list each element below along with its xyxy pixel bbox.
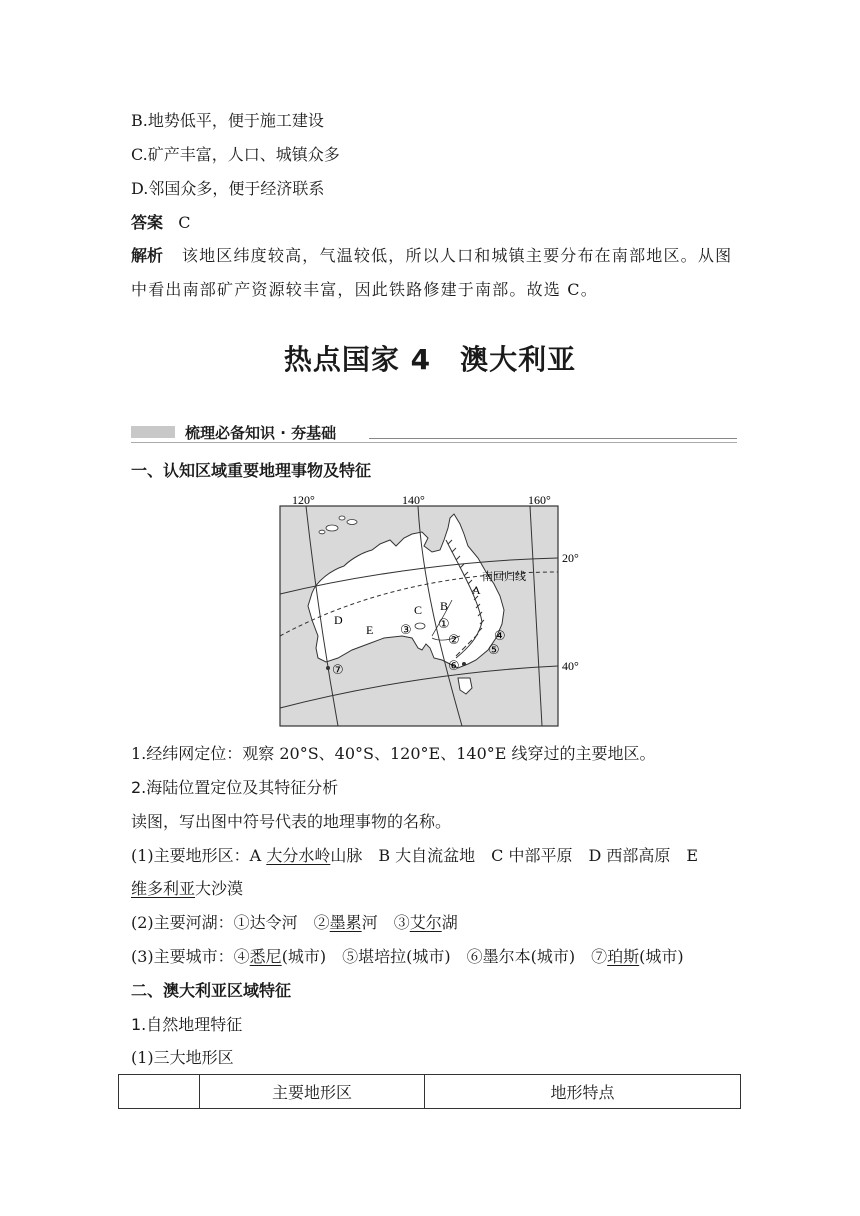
heading-1: 一、认知区域重要地理事物及特征 <box>131 461 372 480</box>
lat-label-20: 20° <box>562 551 579 565</box>
rivers-mid: 河 ③ <box>361 913 410 932</box>
marker-3: ③ <box>400 623 412 638</box>
item-1: 1.经纬网定位：观察 20°S、40°S、120°E、140°E 线穿过的主要地区。 <box>131 744 656 763</box>
melbourne-dot <box>462 662 466 666</box>
landform-table <box>118 1074 741 1109</box>
fill-a: 大分水岭 <box>266 846 331 865</box>
rivers-suffix: 湖 <box>441 913 458 932</box>
landforms-suffix: 大沙漠 <box>195 879 244 898</box>
landforms-line <box>131 845 698 867</box>
island-1 <box>326 525 338 531</box>
cities-mid: (城市) ⑤堪培拉(城市) ⑥墨尔本(城市) ⑦ <box>281 947 608 966</box>
cities-prefix: (3)主要城市：④ <box>131 947 250 966</box>
fill-river-2: 墨累 <box>329 913 362 932</box>
fill-e: 维多利亚 <box>131 879 196 898</box>
sub-heading-2: (1)三大地形区 <box>131 1048 234 1067</box>
section-bar-title: 梳理必备知识 · 夯基础 <box>185 424 337 442</box>
australia-map <box>272 488 592 730</box>
marker-6: ⑥ <box>448 659 460 674</box>
analysis-label: 解析 <box>131 246 164 265</box>
marker-4: ④ <box>494 629 506 644</box>
fill-city-4: 悉尼 <box>249 947 282 966</box>
analysis-text-2: 中看出南部矿产资源较丰富，因此铁路修建于南部。故选 C。 <box>131 280 598 299</box>
landforms-prefix: (1)主要地形区：A <box>131 846 267 865</box>
heading-2: 二、澳大利亚区域特征 <box>131 981 292 1000</box>
lon-label-120: 120° <box>292 493 315 507</box>
table-header-cell <box>119 1075 200 1109</box>
region-label-b: B <box>440 599 449 613</box>
answer-line <box>131 212 191 234</box>
landforms-mid: 山脉 B 大自流盆地 C 中部平原 D 西部高原 E <box>330 846 699 865</box>
section-bar-rule <box>369 438 737 439</box>
lake-eyre <box>415 623 425 629</box>
read-instruction: 读图，写出图中符号代表的地理事物的名称。 <box>131 812 452 831</box>
region-label-d: D <box>334 613 343 627</box>
option-c: C.矿产丰富，人口、城镇众多 <box>131 145 340 164</box>
island-2 <box>347 520 357 525</box>
analysis-text-1: 该地区纬度较高，气温较低，所以人口和城镇主要分布在南部地区。从图 <box>181 246 733 265</box>
cities-suffix: (城市) <box>639 947 684 966</box>
answer-value: C <box>178 213 191 232</box>
page-title: 热点国家 4 澳大利亚 <box>283 343 577 376</box>
fill-lake-3: 艾尔 <box>409 913 442 932</box>
section-bar-underline <box>131 442 737 443</box>
lon-label-140: 140° <box>402 493 425 507</box>
tropic-label: 南回归线 <box>482 570 526 583</box>
analysis-line-1 <box>131 245 732 267</box>
region-label-c: C <box>414 603 423 617</box>
section-bar-block <box>131 426 175 438</box>
section-bar <box>131 423 737 443</box>
item-2: 2.海陆位置定位及其特征分析 <box>131 778 339 797</box>
table-header-row <box>119 1075 741 1109</box>
rivers-line <box>131 912 458 934</box>
sub-heading-1: 1.自然地理特征 <box>131 1015 243 1034</box>
option-b: B.地势低平，便于施工建设 <box>131 111 324 130</box>
marker-2: ② <box>448 633 460 648</box>
region-label-a: A <box>472 583 481 597</box>
fill-city-7: 珀斯 <box>607 947 640 966</box>
landforms-line-2 <box>131 878 243 900</box>
table-header-cell: 主要地形区 <box>200 1075 425 1109</box>
marker-1: ① <box>438 617 450 632</box>
rivers-prefix: (2)主要河湖：①达令河 ② <box>131 913 330 932</box>
answer-label: 答案 <box>131 213 164 232</box>
island-3 <box>339 516 345 520</box>
table-header-cell: 地形特点 <box>425 1075 741 1109</box>
option-d: D.邻国众多，便于经济联系 <box>131 179 325 198</box>
marker-5: ⑤ <box>488 643 500 658</box>
region-label-e: E <box>366 623 374 637</box>
lon-label-160: 160° <box>528 493 551 507</box>
lat-label-40: 40° <box>562 659 579 673</box>
marker-7: ⑦ <box>332 663 344 678</box>
perth-dot <box>326 666 330 670</box>
cities-line <box>131 946 684 968</box>
island-4 <box>319 530 325 534</box>
